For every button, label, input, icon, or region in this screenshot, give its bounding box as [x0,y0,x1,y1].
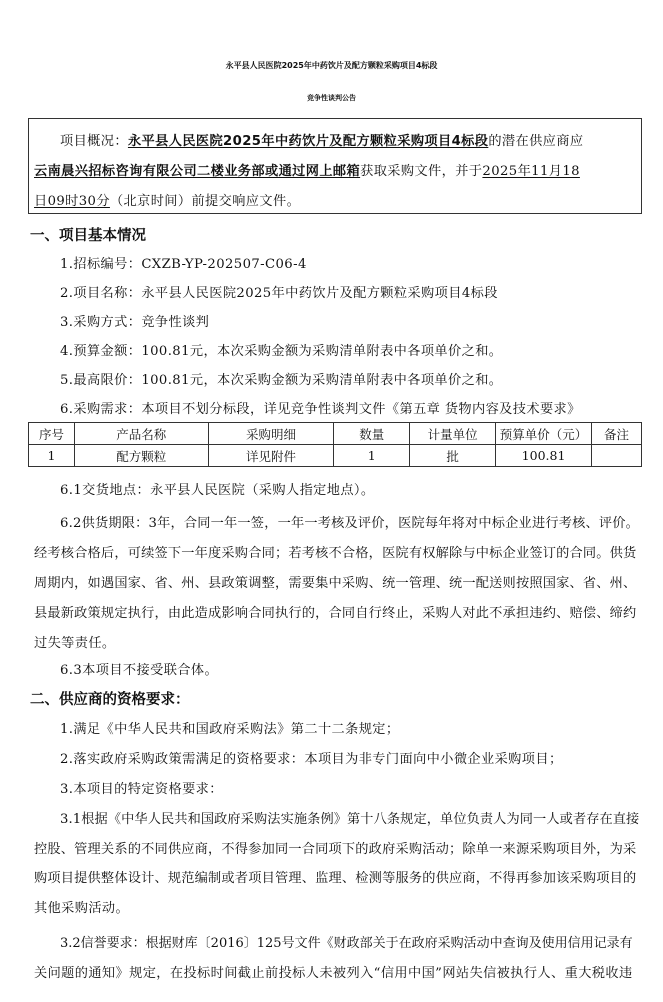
overview-location: 云南晨兴招标咨询有限公司二楼业务部或通过网上邮箱 [34,164,361,179]
overview-deadline-2: 日09时30分 [34,194,110,209]
info-line-2: 2.项目名称：永平县人民医院2025年中药饮片及配方颗粒采购项目4标段 [60,286,498,301]
section-2-heading: 二、供应商的资格要求： [30,692,190,708]
supply-period-line: 周期内，如遇国家、省、州、县政策调整，需要集中采购、统一管理、统一配送则按照国家、省、州、 [34,576,637,591]
table-header: 备注 [592,423,642,445]
table-cell: 1 [29,445,75,467]
table-header: 计量单位 [410,423,496,445]
table-cell [592,445,642,467]
table-header: 采购明细 [208,423,334,445]
q31-line: 其他采购活动。 [34,901,130,916]
q31-line: 控股、管理关系的不同供应商，不得参加同一合同项下的政府采购活动；除单一来源采购项目外，为采 [34,842,637,857]
table-cell: 批 [410,445,496,467]
overview-text-3: （北京时间）前提交响应文件。 [109,194,301,209]
table-header: 产品名称 [74,423,208,445]
table-header: 预算单价（元） [496,423,592,445]
procurement-table [28,422,642,467]
qualification-line-3: 3.本项目的特定资格要求： [60,782,223,797]
overview-label: 项目概况： [60,134,128,149]
table-row [29,445,642,467]
document-title: 永平县人民医院2025年中药饮片及配方颗粒采购项目4标段 [225,61,438,70]
joint-venture-note: 6.3本项目不接受联合体。 [60,663,219,678]
info-line-5: 5.最高限价：100.81元，本次采购金额为采购清单附表中各项单价之和。 [60,373,503,388]
qualification-line-1: 1.满足《中华人民共和国政府采购法》第二十二条规定； [60,722,400,737]
table-header: 序号 [29,423,75,445]
info-line-6: 6.采购需求：本项目不划分标段，详见竞争性谈判文件《第五章 货物内容及技术要求》 [60,402,581,417]
overview-line-1 [60,130,583,149]
info-line-3: 3.采购方式：竞争性谈判 [60,315,210,330]
supply-period-line: 6.2供货期限：3年，合同一年一签，一年一考核及评价，医院每年将对中标企业进行考核、评价。 [60,516,640,531]
info-line-1: 1.招标编号：CXZB-YP-202507-C06-4 [60,257,307,272]
table-header: 数量 [334,423,410,445]
q32-line: 关问题的通知》规定，在投标时间截止前投标人未被列入“信用中国”网站失信被执行人、重大税收违 [34,966,633,981]
delivery-place: 6.1交货地点：永平县人民医院（采购人指定地点）。 [60,483,375,498]
q31-line: 3.1根据《中华人民共和国政府采购法实施条例》第十八条规定，单位负责人为同一人或者存在直接 [60,812,640,827]
table-cell: 配方颗粒 [74,445,208,467]
table-cell: 100.81 [496,445,592,467]
overview-deadline-1: 2025年11月18 [482,164,580,179]
table-header-row [29,423,642,445]
info-line-4: 4.预算金额：100.81元，本次采购金额为采购清单附表中各项单价之和。 [60,344,503,359]
supply-period-line: 经考核合格后，可续签下一年度采购合同；若考核不合格，医院有权解除与中标企业签订的合同。供货 [34,546,637,561]
qualification-line-2: 2.落实政府采购政策需满足的资格要求：本项目为非专门面向中小微企业采购项目； [60,752,563,767]
q32-line: 3.2信誉要求：根据财库〔2016〕125号文件《财政部关于在政府采购活动中查询及使用信用记录有 [60,936,633,951]
overview-line-2 [34,160,580,179]
supply-period-line: 县最新政策规定执行，由此造成影响合同执行的，合同自行终止，采购人对此不承担违约、赔偿、缔约 [34,606,637,621]
section-1-heading: 一、项目基本情况 [30,228,146,244]
supply-period-line: 过失等责任。 [34,636,116,651]
overview-text-1: 的潜在供应商应 [488,134,584,149]
overview-line-3 [34,190,300,209]
overview-project-name: 永平县人民医院2025年中药饮片及配方颗粒采购项目4标段 [127,134,489,149]
table-cell: 1 [334,445,410,467]
overview-text-2: 获取采购文件，并于 [360,164,483,179]
q31-line: 购项目提供整体设计、规范编制或者项目管理、监理、检测等服务的供应商，不得再参加该采购项目的 [34,871,637,886]
document-subtitle: 竞争性谈判公告 [307,94,356,102]
table-cell: 详见附件 [208,445,334,467]
